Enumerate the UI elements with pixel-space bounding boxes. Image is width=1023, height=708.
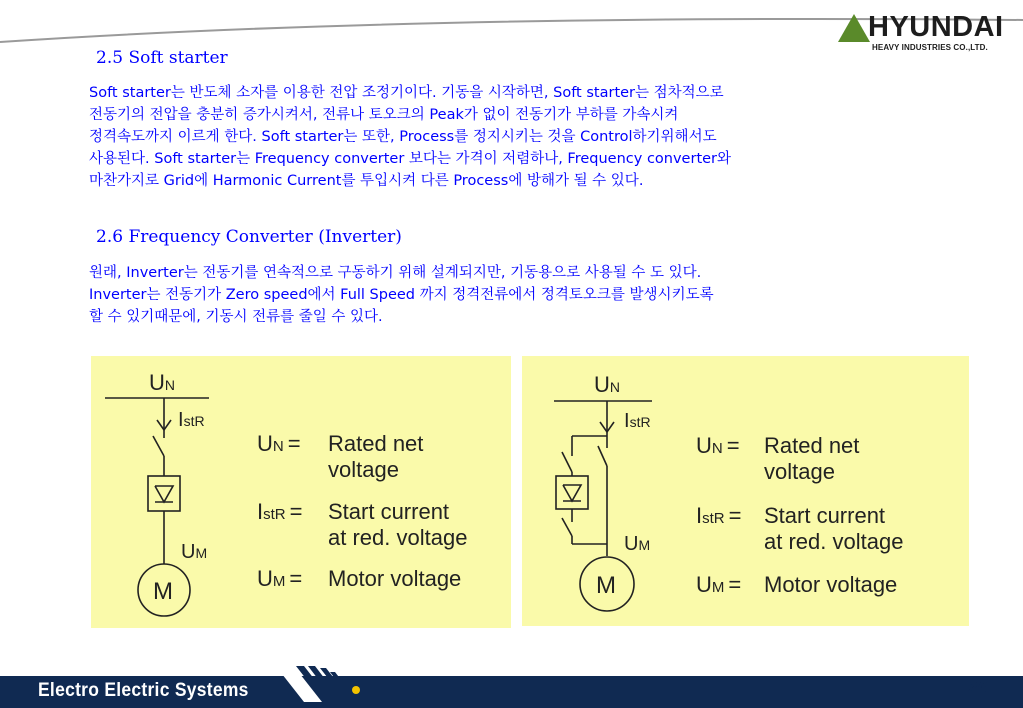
svg-text:UN: UN <box>594 372 621 397</box>
svg-text:IstR=: IstR = <box>257 499 303 524</box>
section-heading-frequency-converter: 2.6 Frequency Converter (Inverter) <box>96 227 402 247</box>
section-body-frequency-converter <box>89 262 714 328</box>
svg-text:UN: UN <box>149 370 176 395</box>
soft-starter-diagram-panel <box>91 356 511 628</box>
svg-text:Rated net: Rated net <box>764 433 860 458</box>
logo-wordmark: HYUNDAI <box>868 11 1004 43</box>
body-line: 원래, Inverter는 전동기를 연속적으로 구동하기 위해 설계되지만, 기동용으로 사용될 수 도 있다. <box>89 265 702 281</box>
svg-text:UM=: UM = <box>257 566 303 591</box>
body-line: 전동기의 전압을 충분히 증가시켜서, 전류나 토오크의 Peak가 없이 전동기가 부하를 가속시켜 <box>89 107 679 123</box>
body-line: 마찬가지로 Grid에 Harmonic Current를 투입시켜 다른 Process에 방해가 될 수 있다. <box>89 173 644 189</box>
page-number: 26 <box>968 678 987 697</box>
svg-text:Start current: Start current <box>328 499 450 524</box>
svg-text:Motor voltage: Motor voltage <box>764 572 898 597</box>
svg-text:UM: UM <box>624 533 651 555</box>
svg-text:at red. voltage: at red. voltage <box>764 529 904 554</box>
svg-text:IstR=: IstR = <box>696 503 742 528</box>
svg-text:UN=: UN = <box>257 431 301 456</box>
section-body-soft-starter <box>89 82 731 192</box>
body-line: 할 수 있기때문에, 기동시 전류를 줄일 수 있다. <box>89 309 383 325</box>
body-line: Soft starter는 반도체 소자를 이용한 전압 조정기이다. 기동을 시작하면, Soft starter는 점차적으로 <box>89 85 724 101</box>
svg-text:Motor voltage: Motor voltage <box>328 566 462 591</box>
svg-text:UN=: UN = <box>696 433 740 458</box>
body-line: Inverter는 전동기가 Zero speed에서 Full Speed 까지 정격전류에서 정격토오크를 발생시키도록 <box>89 287 714 303</box>
footer-stripes-decoration <box>260 662 370 708</box>
body-line: 사용된다. Soft starter는 Frequency converter 보다는 가격이 저렴하나, Frequency converter와 <box>89 151 732 167</box>
svg-text:IstR: IstR <box>624 410 651 432</box>
svg-text:IstR: IstR <box>178 409 205 431</box>
svg-text:Rated net: Rated net <box>328 431 424 456</box>
motor-label: M <box>153 578 173 605</box>
section-heading-soft-starter: 2.5 Soft starter <box>96 48 228 68</box>
svg-text:voltage: voltage <box>328 457 399 482</box>
bypass-soft-starter-circuit-diagram <box>522 356 969 626</box>
logo-subtitle: HEAVY INDUSTRIES CO.,LTD. <box>872 43 988 52</box>
hyundai-logo <box>838 10 1018 56</box>
svg-text:voltage: voltage <box>764 459 835 484</box>
footer-title: Electro Electric Systems <box>38 680 249 701</box>
svg-text:Start current: Start current <box>764 503 886 528</box>
bypass-soft-starter-diagram-panel <box>522 356 969 626</box>
soft-starter-circuit-diagram <box>91 356 511 628</box>
svg-text:at red. voltage: at red. voltage <box>328 525 468 550</box>
body-line: 정격속도까지 이르게 한다. Soft starter는 또한, Process를 정지시키는 것을 Control하기위해서도 <box>89 129 717 145</box>
motor-label: M <box>596 572 616 599</box>
svg-text:UM=: UM = <box>696 572 742 597</box>
svg-text:UM: UM <box>181 541 208 563</box>
logo-triangle-icon <box>838 14 870 42</box>
